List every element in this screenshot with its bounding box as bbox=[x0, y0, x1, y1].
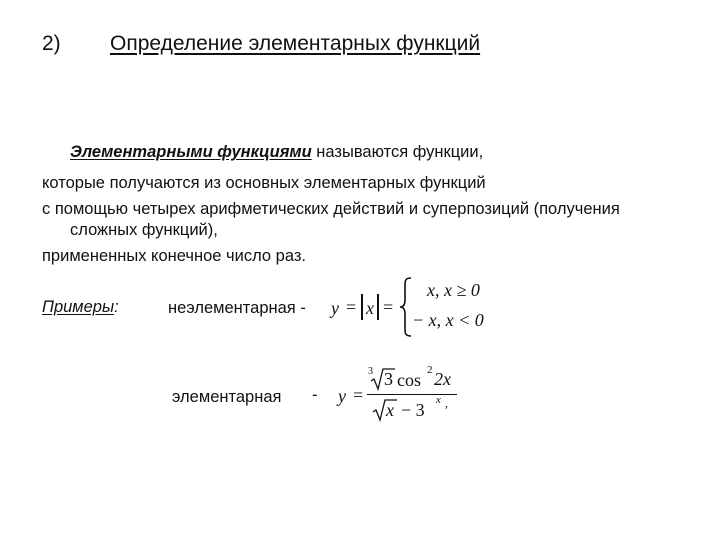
nonelementary-label: неэлементарная - bbox=[168, 299, 306, 317]
case-1: x, x ≥ 0 bbox=[427, 280, 480, 300]
definition-line-1-rest: называются функции, bbox=[311, 143, 484, 161]
formula-y: y bbox=[331, 298, 339, 318]
formula-equals: = bbox=[353, 385, 364, 405]
denominator-comma: , bbox=[445, 396, 448, 410]
elementary-dash: - bbox=[312, 386, 318, 404]
case-2: − x, x < 0 bbox=[412, 310, 484, 330]
abs-bar-left bbox=[361, 294, 363, 320]
examples-label: Примеры: bbox=[42, 298, 119, 316]
definition-line-1 bbox=[70, 142, 483, 162]
abs-bar-right bbox=[377, 294, 379, 320]
definition-line-3: с помощью четырех арифметических действий и суперпозиций (получения bbox=[42, 200, 620, 218]
formula-y: y bbox=[338, 386, 346, 406]
formula-abs-x: x bbox=[366, 298, 374, 318]
definition-term: Элементарными функциями bbox=[70, 143, 312, 161]
elementary-label: элементарная bbox=[172, 388, 282, 406]
cos-argument: 2x bbox=[434, 369, 451, 389]
cos-power: 2 bbox=[427, 364, 433, 376]
root-radicand: 3 bbox=[384, 369, 393, 389]
cos-function: cos bbox=[397, 370, 421, 390]
definition-line-4: сложных функций), bbox=[70, 221, 218, 239]
denominator-power: x bbox=[436, 394, 441, 406]
page-title: Определение элементарных функций bbox=[110, 32, 481, 55]
denominator-minus-three: − 3 bbox=[401, 400, 425, 420]
formula-equals-2: = bbox=[383, 297, 394, 317]
root-index: 3 bbox=[368, 366, 373, 377]
definition-line-2: которые получаются из основных элементарных функций bbox=[42, 174, 486, 192]
square-root-sign-icon bbox=[372, 398, 398, 422]
fraction-bar bbox=[367, 394, 457, 395]
denominator-x: x bbox=[386, 400, 394, 420]
section-number: 2) bbox=[42, 32, 61, 55]
formula-equals: = bbox=[346, 297, 357, 317]
definition-line-5: примененных конечное число раз. bbox=[42, 247, 306, 265]
